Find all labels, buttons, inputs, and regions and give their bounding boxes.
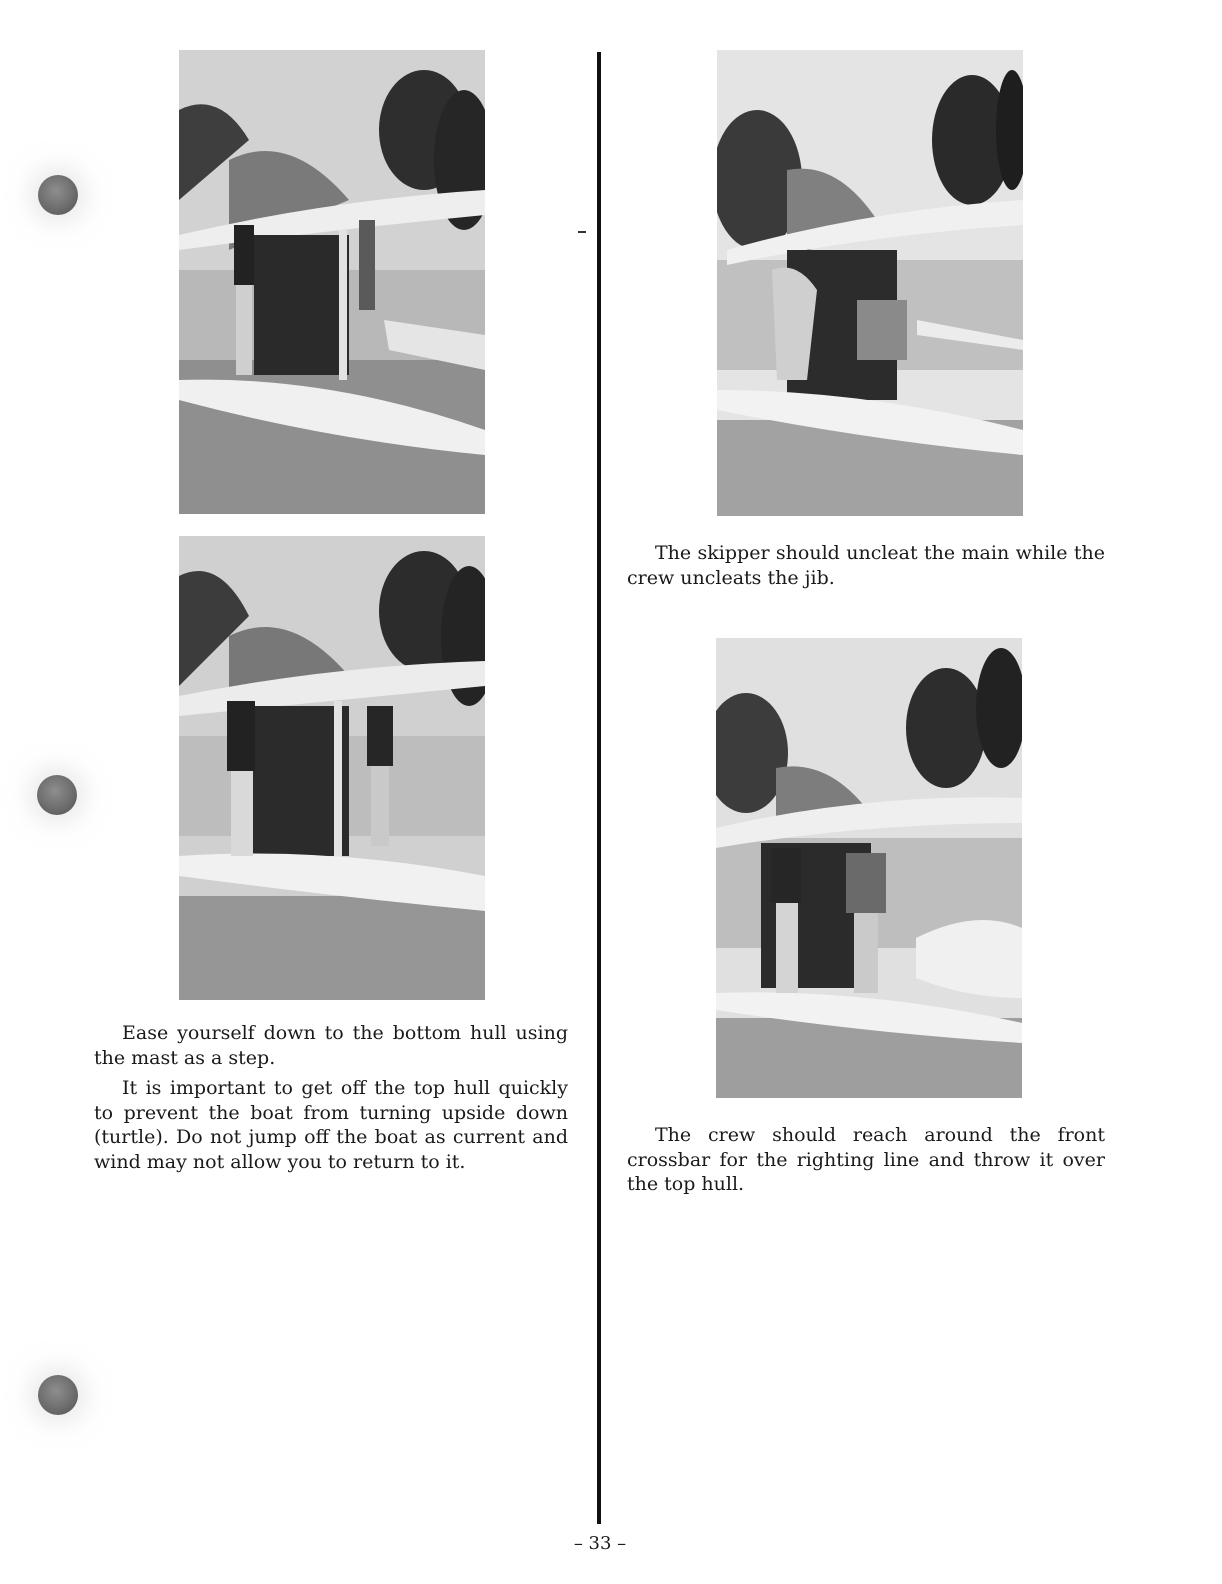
caption-crossbar-text: The crew should reach around the front crossbar for the righting line and throw it over the top hull. — [627, 1124, 1105, 1195]
column-divider — [597, 52, 601, 1524]
caption-uncleat-text: The skipper should uncleat the main while the crew uncleats the jib. — [627, 542, 1105, 589]
left-caption — [94, 1021, 568, 1180]
photo-2-drawing — [179, 536, 485, 1000]
caption-important: It is important to get off the top hull quickly to prevent the boat from turning upside down (turtle). Do not jump off the boat as current and wind may not allow you to return to it. — [94, 1077, 568, 1173]
photo-capsized-catamaran-1 — [179, 50, 485, 514]
photo-crew-reaching-crossbar — [716, 638, 1022, 1098]
scan-speck — [578, 231, 586, 233]
binder-hole-top — [38, 175, 78, 215]
photo-4-drawing — [716, 638, 1022, 1098]
photo-uncleating-main-and-jib — [717, 50, 1023, 516]
photo-capsized-catamaran-2 — [179, 536, 485, 1000]
binder-hole-bottom — [38, 1375, 78, 1415]
caption-ease-down: Ease yourself down to the bottom hull using the mast as a step. — [94, 1022, 568, 1069]
photo-1-drawing — [179, 50, 485, 514]
right-caption-crossbar — [627, 1123, 1105, 1203]
binder-hole-middle — [37, 775, 77, 815]
right-caption-uncleat — [627, 541, 1105, 596]
page-number: – 33 – — [573, 1533, 627, 1554]
photo-3-drawing — [717, 50, 1023, 516]
